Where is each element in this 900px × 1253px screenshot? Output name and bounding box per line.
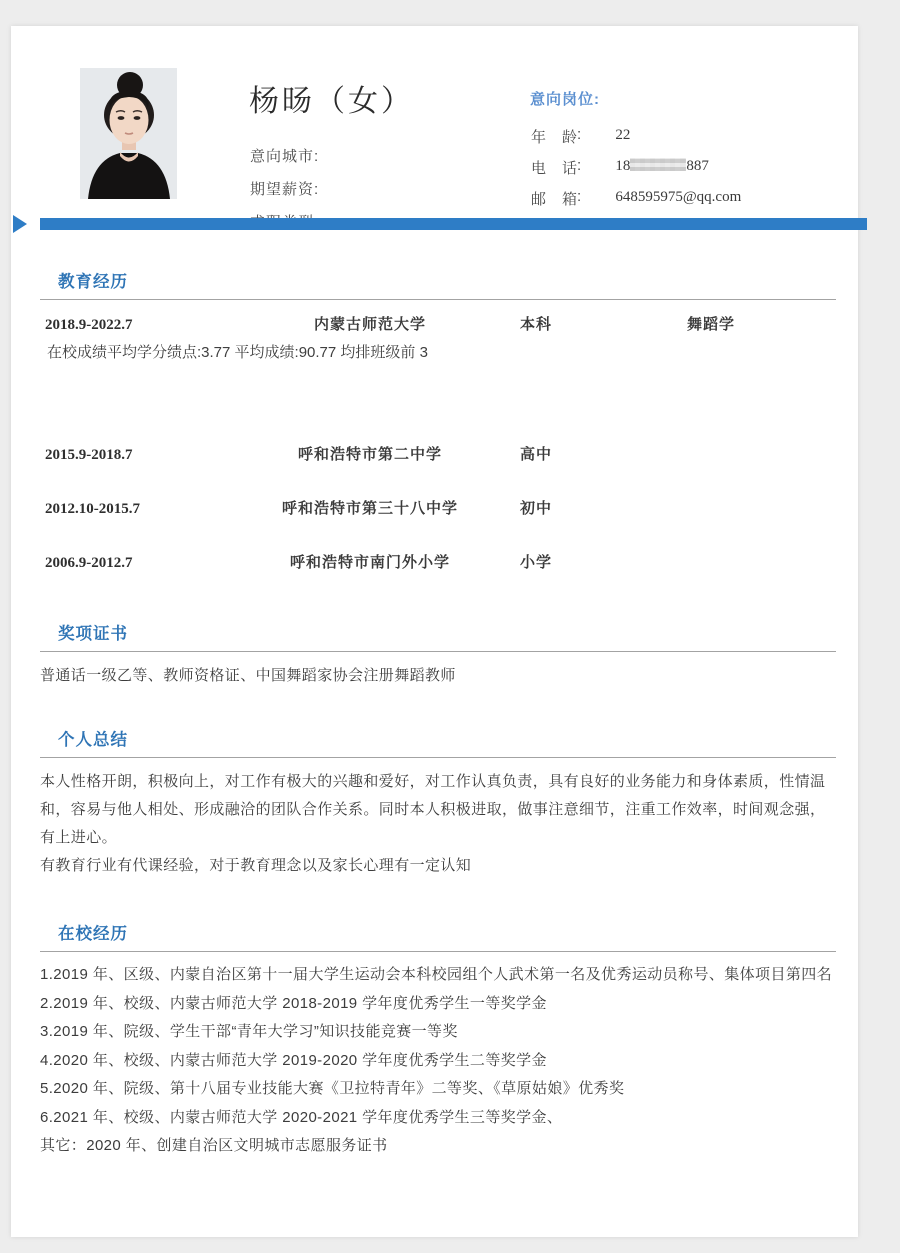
section-summary bbox=[40, 726, 836, 880]
campus-experience-item: 其它：2020 年、创建自治区文明城市志愿服务证书 bbox=[40, 1137, 388, 1154]
education-date: 2018.9-2022.7 bbox=[45, 317, 133, 333]
summary-section-title: 个人总结 bbox=[40, 726, 836, 758]
resume-header bbox=[11, 26, 858, 218]
summary-content bbox=[40, 768, 836, 880]
section-campus-experience bbox=[40, 920, 836, 1161]
campus-experience-item: 1.2019 年、区级、内蒙自治区第十一届大学生运动会本科校园组个人武术第一名及优秀运动员称号、集体项目第四名 bbox=[40, 966, 833, 983]
header-divider bbox=[11, 218, 858, 230]
email-value: 648595975@qq.com bbox=[615, 189, 742, 205]
education-section-title: 教育经历 bbox=[40, 268, 836, 300]
intended-position-label: 意向岗位: bbox=[530, 91, 600, 108]
education-date: 2006.9-2012.7 bbox=[45, 555, 133, 571]
campus-experience-item: 4.2020 年、校级、内蒙古师范大学 2019-2020 学年度优秀学生二等奖学金 bbox=[40, 1051, 547, 1069]
education-row bbox=[40, 497, 836, 518]
education-date: 2012.10-2015.7 bbox=[45, 501, 140, 517]
phone-label: 电话 bbox=[531, 160, 577, 177]
campus-experience-list bbox=[40, 961, 836, 1161]
phone-row bbox=[531, 157, 741, 177]
education-row bbox=[40, 551, 836, 572]
summary-paragraph: 有教育行业有代课经验，对于教育理念以及家长心理有一定认知 bbox=[40, 857, 472, 874]
age-label: 年龄 bbox=[531, 129, 577, 146]
intended-city-label: 意向城市: bbox=[250, 148, 320, 165]
divider-bar bbox=[40, 218, 867, 230]
education-degree: 初中 bbox=[520, 500, 553, 517]
campus-experience-item: 6.2021 年、校级、内蒙古师范大学 2020-2021 学年度优秀学生三等奖学金、 bbox=[40, 1108, 563, 1126]
education-major: 舞蹈学 bbox=[687, 316, 736, 333]
phone-prefix: 18 bbox=[615, 158, 631, 174]
contact-info bbox=[531, 126, 741, 219]
expected-salary-label: 期望薪资: bbox=[250, 181, 320, 198]
phone-masked-digits bbox=[630, 158, 686, 171]
age-value: 22 bbox=[615, 127, 631, 143]
candidate-name: 杨旸（女） bbox=[249, 85, 414, 118]
education-school: 呼和浩特市南门外小学 bbox=[289, 554, 450, 571]
phone-colon: : bbox=[577, 157, 582, 174]
education-degree: 小学 bbox=[520, 554, 553, 571]
education-school: 呼和浩特市第三十八中学 bbox=[281, 500, 458, 517]
arrow-right-icon bbox=[13, 215, 27, 233]
education-school: 呼和浩特市第二中学 bbox=[297, 446, 442, 463]
section-awards bbox=[40, 620, 836, 690]
id-photo-illustration bbox=[80, 68, 177, 199]
age-row bbox=[531, 126, 741, 146]
education-row bbox=[40, 313, 836, 334]
section-education bbox=[40, 268, 836, 572]
campus-experience-item: 2.2019 年、校级、内蒙古师范大学 2018-2019 学年度优秀学生一等奖学金 bbox=[40, 994, 547, 1012]
resume-body bbox=[11, 268, 858, 1161]
education-degree: 本科 bbox=[520, 316, 553, 333]
summary-paragraph: 本人性格开朗，积极向上，对工作有极大的兴趣和爱好，对工作认真负责，具有良好的业务能力和身体素质，性情温和，容易与他人相处、形成融洽的团队合作关系。同时本人积极进取，做事注意细节，注重工作效率，时间观念强，有上进心。 bbox=[40, 773, 826, 846]
campus-section-title: 在校经历 bbox=[40, 920, 836, 952]
education-date: 2015.9-2018.7 bbox=[45, 447, 133, 463]
education-row bbox=[40, 443, 836, 464]
phone-suffix: 887 bbox=[686, 158, 709, 174]
education-gpa-detail: 在校成绩平均学分绩点:3.77 平均成绩:90.77 均排班级前 3 bbox=[47, 344, 428, 361]
phone-value bbox=[615, 158, 709, 174]
education-degree: 高中 bbox=[520, 446, 553, 463]
campus-experience-item: 5.2020 年、院级、第十八届专业技能大赛《卫拉特青年》二等奖、《草原姑娘》优秀奖 bbox=[40, 1080, 625, 1097]
age-colon: : bbox=[577, 126, 582, 143]
campus-experience-item: 3.2019 年、院级、学生干部“青年大学习”知识技能竞赛一等奖 bbox=[40, 1023, 458, 1040]
email-row bbox=[531, 188, 741, 208]
resume-page bbox=[11, 26, 858, 1237]
id-photo bbox=[80, 68, 177, 199]
email-colon: : bbox=[577, 188, 582, 205]
education-school: 内蒙古师范大学 bbox=[313, 316, 426, 333]
awards-content: 普通话一级乙等、教师资格证、中国舞蹈家协会注册舞蹈教师 bbox=[40, 667, 456, 684]
awards-section-title: 奖项证书 bbox=[40, 620, 836, 652]
email-label: 邮箱 bbox=[531, 191, 577, 208]
